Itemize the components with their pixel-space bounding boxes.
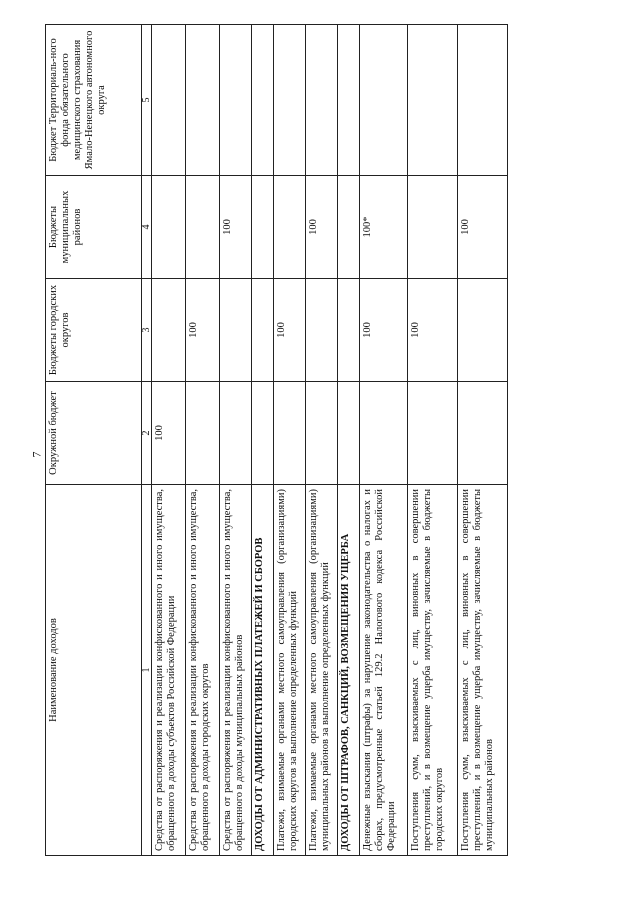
row-value-c3 — [458, 279, 508, 382]
header-district-budget: Окружной бюджет — [46, 382, 142, 485]
column-number-row — [142, 25, 152, 856]
row-name: Поступления сумм, взыскиваемых с лиц, виновных в совершении преступлений, и в возмещение ущерба имуществу, зачисляемые в бюджеты городских округов — [408, 485, 458, 856]
row-value-c3: 100 — [274, 279, 306, 382]
table-row — [186, 25, 220, 856]
row-value-c2 — [252, 382, 274, 485]
row-value-c5 — [338, 25, 360, 176]
section-row — [252, 25, 274, 856]
row-value-c2 — [220, 382, 252, 485]
row-value-c4: 100* — [360, 176, 408, 279]
column-number: 4 — [142, 176, 152, 279]
row-value-c2 — [338, 382, 360, 485]
row-name: Денежные взыскания (штрафы) за нарушение законодательства о налогах и сборах, предусмотренные статьей 129.2 Налогового кодекса Российской Федерации — [360, 485, 408, 856]
row-name: ДОХОДЫ ОТ ШТРАФОВ, САНКЦИЙ, ВОЗМЕЩЕНИЯ УЩЕРБА — [338, 485, 360, 856]
row-value-c5 — [186, 25, 220, 176]
column-number: 1 — [142, 485, 152, 856]
rotated-table-container — [45, 25, 577, 856]
row-value-c4 — [338, 176, 360, 279]
row-value-c5 — [220, 25, 252, 176]
row-value-c3 — [152, 279, 186, 382]
row-value-c2 — [408, 382, 458, 485]
row-value-c5 — [306, 25, 338, 176]
page-number: 7 — [29, 451, 44, 458]
row-value-c3 — [220, 279, 252, 382]
table-body — [152, 25, 508, 856]
header-name: Наименование доходов — [46, 485, 142, 856]
table-row — [360, 25, 408, 856]
column-number: 5 — [142, 25, 152, 176]
row-value-c4 — [152, 176, 186, 279]
row-value-c5 — [360, 25, 408, 176]
column-number: 2 — [142, 382, 152, 485]
table-row — [306, 25, 338, 856]
row-value-c5 — [152, 25, 186, 176]
row-name: ДОХОДЫ ОТ АДМИНИСТРАТИВНЫХ ПЛАТЕЖЕЙ И СБОРОВ — [252, 485, 274, 856]
row-value-c4: 100 — [458, 176, 508, 279]
section-row — [338, 25, 360, 856]
row-value-c4: 100 — [220, 176, 252, 279]
row-value-c5 — [274, 25, 306, 176]
row-name: Средства от распоряжения и реализации конфискованного и иного имущества, обращенного в доходы субъектов Российской Федерации — [152, 485, 186, 856]
row-name: Платежи, взимаемые органами местного самоуправления (организациями) муниципальных районов за выполнение определенных функций — [306, 485, 338, 856]
table-row — [274, 25, 306, 856]
table-row — [408, 25, 458, 856]
row-value-c2 — [306, 382, 338, 485]
row-name: Средства от распоряжения и реализации конфискованного и иного имущества, обращенного в доходы муниципальных районов — [220, 485, 252, 856]
row-value-c2 — [186, 382, 220, 485]
header-municipal-budgets: Бюджеты муниципальных районов — [46, 176, 142, 279]
column-number: 3 — [142, 279, 152, 382]
row-value-c2 — [458, 382, 508, 485]
header-city-budgets: Бюджеты городских округов — [46, 279, 142, 382]
row-value-c5 — [458, 25, 508, 176]
header-insurance-fund-budget: Бюджет Территориаль-ного фонда обязательного медицинского страхования Ямало-Ненецкого автономного округа — [46, 25, 142, 176]
row-value-c5 — [408, 25, 458, 176]
table-row — [220, 25, 252, 856]
row-value-c4 — [408, 176, 458, 279]
row-value-c3: 100 — [360, 279, 408, 382]
row-name: Средства от распоряжения и реализации конфискованного и иного имущества, обращенного в доходы городских округов — [186, 485, 220, 856]
row-value-c3: 100 — [186, 279, 220, 382]
row-value-c3 — [306, 279, 338, 382]
row-value-c3 — [338, 279, 360, 382]
row-value-c4 — [274, 176, 306, 279]
row-value-c3: 100 — [408, 279, 458, 382]
row-value-c4: 100 — [306, 176, 338, 279]
row-value-c3 — [252, 279, 274, 382]
row-value-c2: 100 — [152, 382, 186, 485]
row-value-c5 — [252, 25, 274, 176]
table-row — [152, 25, 186, 856]
row-value-c4 — [252, 176, 274, 279]
row-value-c2 — [360, 382, 408, 485]
row-name: Поступления сумм, взыскиваемых с лиц, виновных в совершении преступлений, и в возмещение ущерба имуществу, зачисляемые в бюджеты муниципальных районов — [458, 485, 508, 856]
table-row — [458, 25, 508, 856]
revenue-distribution-table — [45, 24, 508, 856]
row-value-c2 — [274, 382, 306, 485]
row-name: Платежи, взимаемые органами местного самоуправления (организациями) городских округов за выполнение определенных функций — [274, 485, 306, 856]
table-header-row — [46, 25, 142, 856]
row-value-c4 — [186, 176, 220, 279]
